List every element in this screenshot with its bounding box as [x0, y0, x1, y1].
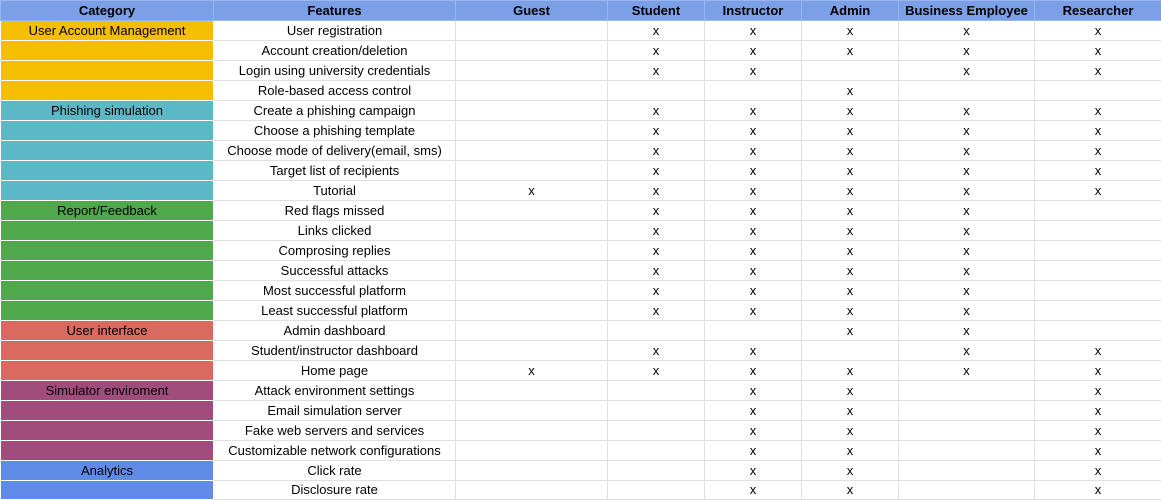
category-cell[interactable] — [1, 241, 214, 261]
feature-cell[interactable]: Account creation/deletion — [214, 41, 456, 61]
column-header-instructor[interactable]: Instructor — [705, 1, 802, 21]
column-header-business-employee[interactable]: Business Employee — [899, 1, 1035, 21]
student-cell[interactable]: x — [608, 201, 705, 221]
table-row — [1, 61, 1161, 81]
business-employee-cell[interactable]: x — [899, 341, 1035, 361]
admin-cell[interactable]: x — [802, 161, 899, 181]
business-employee-cell[interactable]: x — [899, 261, 1035, 281]
researcher-cell[interactable] — [1035, 241, 1161, 261]
category-cell[interactable] — [1, 181, 214, 201]
researcher-cell[interactable]: x — [1035, 141, 1161, 161]
business-employee-cell[interactable]: x — [899, 321, 1035, 341]
guest-cell[interactable] — [456, 261, 608, 281]
table-row — [1, 441, 1161, 461]
student-cell[interactable]: x — [608, 281, 705, 301]
researcher-cell[interactable] — [1035, 281, 1161, 301]
feature-cell[interactable]: Login using university credentials — [214, 61, 456, 81]
category-cell[interactable]: User interface — [1, 321, 214, 341]
category-cell[interactable] — [1, 261, 214, 281]
category-cell[interactable]: Phishing simulation — [1, 101, 214, 121]
instructor-cell[interactable]: x — [705, 61, 802, 81]
admin-cell[interactable]: x — [802, 181, 899, 201]
category-cell[interactable] — [1, 41, 214, 61]
instructor-cell[interactable] — [705, 321, 802, 341]
admin-cell[interactable]: x — [802, 441, 899, 461]
table-row — [1, 121, 1161, 141]
feature-cell[interactable]: Customizable network configurations — [214, 441, 456, 461]
researcher-cell[interactable]: x — [1035, 441, 1161, 461]
feature-cell[interactable]: Choose a phishing template — [214, 121, 456, 141]
business-employee-cell[interactable] — [899, 461, 1035, 481]
feature-cell[interactable]: Tutorial — [214, 181, 456, 201]
column-header-researcher[interactable]: Researcher — [1035, 1, 1161, 21]
admin-cell[interactable]: x — [802, 361, 899, 381]
student-cell[interactable]: x — [608, 121, 705, 141]
table-row — [1, 201, 1161, 221]
table-row — [1, 341, 1161, 361]
table-row — [1, 81, 1161, 101]
student-cell[interactable] — [608, 481, 705, 500]
business-employee-cell[interactable] — [899, 441, 1035, 461]
instructor-cell[interactable]: x — [705, 421, 802, 441]
student-cell[interactable] — [608, 441, 705, 461]
business-employee-cell[interactable]: x — [899, 21, 1035, 41]
researcher-cell[interactable]: x — [1035, 161, 1161, 181]
business-employee-cell[interactable]: x — [899, 121, 1035, 141]
category-cell[interactable] — [1, 301, 214, 321]
feature-cell[interactable]: Most successful platform — [214, 281, 456, 301]
student-cell[interactable] — [608, 421, 705, 441]
admin-cell[interactable]: x — [802, 461, 899, 481]
column-header-guest[interactable]: Guest — [456, 1, 608, 21]
category-cell[interactable] — [1, 121, 214, 141]
instructor-cell[interactable]: x — [705, 401, 802, 421]
business-employee-cell[interactable]: x — [899, 141, 1035, 161]
guest-cell[interactable] — [456, 221, 608, 241]
business-employee-cell[interactable]: x — [899, 301, 1035, 321]
category-cell[interactable] — [1, 441, 214, 461]
guest-cell[interactable] — [456, 41, 608, 61]
guest-cell[interactable] — [456, 461, 608, 481]
admin-cell[interactable]: x — [802, 41, 899, 61]
column-header-student[interactable]: Student — [608, 1, 705, 21]
feature-cell[interactable]: Choose mode of delivery(email, sms) — [214, 141, 456, 161]
guest-cell[interactable] — [456, 381, 608, 401]
feature-cell[interactable]: Home page — [214, 361, 456, 381]
student-cell[interactable]: x — [608, 41, 705, 61]
category-cell[interactable] — [1, 221, 214, 241]
business-employee-cell[interactable] — [899, 381, 1035, 401]
student-cell[interactable]: x — [608, 361, 705, 381]
researcher-cell[interactable]: x — [1035, 21, 1161, 41]
student-cell[interactable]: x — [608, 141, 705, 161]
student-cell[interactable]: x — [608, 261, 705, 281]
table-row — [1, 481, 1161, 500]
table-row — [1, 161, 1161, 181]
category-cell[interactable] — [1, 141, 214, 161]
student-cell[interactable] — [608, 381, 705, 401]
instructor-cell[interactable]: x — [705, 481, 802, 500]
student-cell[interactable] — [608, 461, 705, 481]
category-cell[interactable] — [1, 81, 214, 101]
business-employee-cell[interactable] — [899, 401, 1035, 421]
instructor-cell[interactable]: x — [705, 241, 802, 261]
business-employee-cell[interactable]: x — [899, 161, 1035, 181]
student-cell[interactable]: x — [608, 221, 705, 241]
instructor-cell[interactable]: x — [705, 301, 802, 321]
researcher-cell[interactable]: x — [1035, 101, 1161, 121]
guest-cell[interactable] — [456, 161, 608, 181]
feature-cell[interactable]: Role-based access control — [214, 81, 456, 101]
category-cell[interactable] — [1, 421, 214, 441]
guest-cell[interactable] — [456, 401, 608, 421]
admin-cell[interactable]: x — [802, 101, 899, 121]
researcher-cell[interactable]: x — [1035, 381, 1161, 401]
researcher-cell[interactable] — [1035, 261, 1161, 281]
guest-cell[interactable] — [456, 81, 608, 101]
researcher-cell[interactable]: x — [1035, 41, 1161, 61]
feature-cell[interactable]: Target list of recipients — [214, 161, 456, 181]
admin-cell[interactable]: x — [802, 421, 899, 441]
researcher-cell[interactable]: x — [1035, 61, 1161, 81]
admin-cell[interactable]: x — [802, 281, 899, 301]
instructor-cell[interactable] — [705, 81, 802, 101]
researcher-cell[interactable]: x — [1035, 481, 1161, 500]
admin-cell[interactable]: x — [802, 321, 899, 341]
student-cell[interactable] — [608, 321, 705, 341]
admin-cell[interactable]: x — [802, 221, 899, 241]
guest-cell[interactable] — [456, 321, 608, 341]
table-row — [1, 461, 1161, 481]
instructor-cell[interactable]: x — [705, 101, 802, 121]
feature-cell[interactable]: Links clicked — [214, 221, 456, 241]
business-employee-cell[interactable] — [899, 81, 1035, 101]
category-cell[interactable] — [1, 401, 214, 421]
business-employee-cell[interactable]: x — [899, 361, 1035, 381]
feature-cell[interactable]: Email simulation server — [214, 401, 456, 421]
guest-cell[interactable] — [456, 61, 608, 81]
guest-cell[interactable] — [456, 441, 608, 461]
student-cell[interactable] — [608, 401, 705, 421]
category-cell[interactable]: Report/Feedback — [1, 201, 214, 221]
guest-cell[interactable] — [456, 121, 608, 141]
admin-cell[interactable]: x — [802, 241, 899, 261]
table-row — [1, 301, 1161, 321]
researcher-cell[interactable] — [1035, 81, 1161, 101]
table-row — [1, 321, 1161, 341]
guest-cell[interactable] — [456, 141, 608, 161]
student-cell[interactable]: x — [608, 21, 705, 41]
table-row — [1, 141, 1161, 161]
business-employee-cell[interactable]: x — [899, 101, 1035, 121]
feature-cell[interactable]: Successful attacks — [214, 261, 456, 281]
category-cell[interactable] — [1, 341, 214, 361]
table-row — [1, 101, 1161, 121]
guest-cell[interactable] — [456, 201, 608, 221]
student-cell[interactable]: x — [608, 301, 705, 321]
feature-cell[interactable]: Fake web servers and services — [214, 421, 456, 441]
instructor-cell[interactable]: x — [705, 381, 802, 401]
table-row — [1, 381, 1161, 401]
instructor-cell[interactable]: x — [705, 361, 802, 381]
feature-cell[interactable]: Least successful platform — [214, 301, 456, 321]
instructor-cell[interactable]: x — [705, 281, 802, 301]
researcher-cell[interactable]: x — [1035, 341, 1161, 361]
guest-cell[interactable] — [456, 421, 608, 441]
researcher-cell[interactable]: x — [1035, 461, 1161, 481]
table-row — [1, 21, 1161, 41]
category-cell[interactable]: Analytics — [1, 461, 214, 481]
table-row — [1, 41, 1161, 61]
researcher-cell[interactable]: x — [1035, 361, 1161, 381]
category-cell[interactable] — [1, 281, 214, 301]
business-employee-cell[interactable]: x — [899, 181, 1035, 201]
admin-cell[interactable]: x — [802, 141, 899, 161]
category-cell[interactable] — [1, 361, 214, 381]
column-header-features[interactable]: Features — [214, 1, 456, 21]
researcher-cell[interactable] — [1035, 201, 1161, 221]
feature-cell[interactable]: User registration — [214, 21, 456, 41]
instructor-cell[interactable]: x — [705, 41, 802, 61]
admin-cell[interactable]: x — [802, 381, 899, 401]
feature-cell[interactable]: Create a phishing campaign — [214, 101, 456, 121]
business-employee-cell[interactable]: x — [899, 61, 1035, 81]
instructor-cell[interactable]: x — [705, 121, 802, 141]
category-cell[interactable] — [1, 61, 214, 81]
guest-cell[interactable] — [456, 21, 608, 41]
instructor-cell[interactable]: x — [705, 21, 802, 41]
business-employee-cell[interactable]: x — [899, 201, 1035, 221]
admin-cell[interactable] — [802, 61, 899, 81]
category-cell[interactable]: Simulator enviroment — [1, 381, 214, 401]
guest-cell[interactable]: x — [456, 181, 608, 201]
table-row — [1, 361, 1161, 381]
table-row — [1, 241, 1161, 261]
instructor-cell[interactable]: x — [705, 181, 802, 201]
student-cell[interactable]: x — [608, 181, 705, 201]
table-row — [1, 401, 1161, 421]
admin-cell[interactable]: x — [802, 261, 899, 281]
feature-cell[interactable]: Disclosure rate — [214, 481, 456, 500]
admin-cell[interactable]: x — [802, 481, 899, 500]
instructor-cell[interactable]: x — [705, 461, 802, 481]
guest-cell[interactable] — [456, 101, 608, 121]
table-row — [1, 261, 1161, 281]
instructor-cell[interactable]: x — [705, 441, 802, 461]
business-employee-cell[interactable] — [899, 481, 1035, 500]
business-employee-cell[interactable]: x — [899, 241, 1035, 261]
student-cell[interactable]: x — [608, 101, 705, 121]
instructor-cell[interactable]: x — [705, 221, 802, 241]
instructor-cell[interactable]: x — [705, 201, 802, 221]
admin-cell[interactable]: x — [802, 301, 899, 321]
admin-cell[interactable]: x — [802, 81, 899, 101]
admin-cell[interactable]: x — [802, 21, 899, 41]
admin-cell[interactable]: x — [802, 401, 899, 421]
header-row — [1, 1, 1161, 21]
admin-cell[interactable] — [802, 341, 899, 361]
column-header-admin[interactable]: Admin — [802, 1, 899, 21]
guest-cell[interactable]: x — [456, 361, 608, 381]
guest-cell[interactable] — [456, 481, 608, 500]
guest-cell[interactable] — [456, 281, 608, 301]
researcher-cell[interactable]: x — [1035, 421, 1161, 441]
instructor-cell[interactable]: x — [705, 161, 802, 181]
feature-cell[interactable]: Click rate — [214, 461, 456, 481]
instructor-cell[interactable]: x — [705, 341, 802, 361]
guest-cell[interactable] — [456, 241, 608, 261]
table-row — [1, 181, 1161, 201]
table-row — [1, 421, 1161, 441]
researcher-cell[interactable] — [1035, 301, 1161, 321]
researcher-cell[interactable]: x — [1035, 401, 1161, 421]
student-cell[interactable] — [608, 81, 705, 101]
table-row — [1, 221, 1161, 241]
business-employee-cell[interactable]: x — [899, 281, 1035, 301]
business-employee-cell[interactable]: x — [899, 41, 1035, 61]
researcher-cell[interactable]: x — [1035, 181, 1161, 201]
business-employee-cell[interactable]: x — [899, 221, 1035, 241]
instructor-cell[interactable]: x — [705, 141, 802, 161]
instructor-cell[interactable]: x — [705, 261, 802, 281]
feature-cell[interactable]: Student/instructor dashboard — [214, 341, 456, 361]
category-cell[interactable]: User Account Management — [1, 21, 214, 41]
feature-cell[interactable]: Admin dashboard — [214, 321, 456, 341]
feature-cell[interactable]: Red flags missed — [214, 201, 456, 221]
category-cell[interactable] — [1, 481, 214, 500]
admin-cell[interactable]: x — [802, 201, 899, 221]
column-header-category[interactable]: Category — [1, 1, 214, 21]
student-cell[interactable]: x — [608, 161, 705, 181]
researcher-cell[interactable]: x — [1035, 121, 1161, 141]
feature-cell[interactable]: Attack environment settings — [214, 381, 456, 401]
researcher-cell[interactable] — [1035, 221, 1161, 241]
table-body — [1, 21, 1161, 500]
guest-cell[interactable] — [456, 301, 608, 321]
guest-cell[interactable] — [456, 341, 608, 361]
student-cell[interactable]: x — [608, 341, 705, 361]
admin-cell[interactable]: x — [802, 121, 899, 141]
student-cell[interactable]: x — [608, 61, 705, 81]
business-employee-cell[interactable] — [899, 421, 1035, 441]
category-cell[interactable] — [1, 161, 214, 181]
researcher-cell[interactable] — [1035, 321, 1161, 341]
feature-cell[interactable]: Comprosing replies — [214, 241, 456, 261]
student-cell[interactable]: x — [608, 241, 705, 261]
table-row — [1, 281, 1161, 301]
